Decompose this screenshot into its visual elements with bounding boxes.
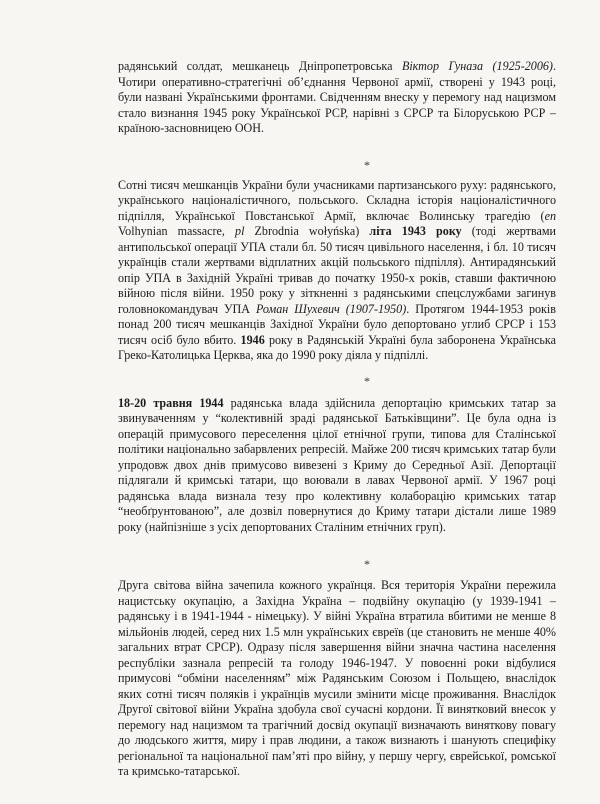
date-summer-1943: літа 1943 року <box>369 224 462 238</box>
date-may-1944: 18-20 травня 1944 <box>118 395 224 410</box>
section-separator: * <box>364 157 370 172</box>
paragraph-soviet-contribution: радянський солдат, мешканець Дніпропетровська Віктор Гуназа (1925-2006). Чотири оперативно-стратегічні об’єднання Червоної армії, створені у 1943 році, були названі Українськими фронтами. Свідченням внеску у перемогу над нацизмом стало визнання 1945 року Української РСР, нарівні з СРСР та Білоруською РСР – країною-засновницею ООН. <box>118 59 556 135</box>
person-name-shukhevych: Роман Шухевич (1907-1950) <box>255 301 407 316</box>
section-separator: * <box>364 557 370 571</box>
paragraph-war-impact: Друга світова війна зачепила кожного українця. Вся територія України пережила нацистську окупацію, а Західна Україна – подвійну окупацію (у 1939-1941 – радянську і в 1941-1944 - німецьку). У війні Україна втратила вбитими не менше 8 мільйонів людей, серед них 1.5 млн українських євреїв (це становить не менше 40% загальних втрат СРСР). Одразу після завершення війни значна частина населення республіки зазнала репресій та голоду 1946-1947. У повоєнні роки відбулися примусові “обміни населенням” між Радянським Союзом і Польщею, внаслідок яких сотні тисяч поляків і українців мусили змінити місце проживання. Внаслідок Другої світової війни Україна здобула свої сучасні кордони. Її винятковий внесок у перемогу над нацизмом та трагічний досвід окупації визначають виняткову повагу до людського життя, миру і прав людини, а також визнають і шанують специфіку регіональної та національної пам’яті про війну, у першу чергу, єврейської, ромської та кримсько-татарської. <box>118 578 556 778</box>
paragraph-partisan-movement: Сотні тисяч мешканців України були учасниками партизанського руху: радянського, українського націоналістичного, польського. Складна історія націоналістичного підпілля, Української Повстанської Армії, включає Волинську трагедію (en Volhynian massacre, pl Zbrodnia wołyńska) літа 1943 року (тоді жертвами антипольської операції УПА стали бл. 50 тисяч цивільного населення, і бл. 10 тисяч українців стали жертвами відплатних акцій польського підпілля). Антирадянський опір УПА в Західній Україні тривав до початку 1950-х років, ставши фактичною війною після війни. 1950 року у зіткненні з радянськими спецслужбами загинув головнокомандувач УПА Роман Шухевич (1907-1950). Протягом 1944-1953 років понад 200 тисяч мешканців Західної України було депортовано углиб СРСР і 153 тисяч осіб було вбито. 1946 року в Радянській Україні була заборонена Українська Греко-Католицька Церква, яка до 1990 року діяла у підпіллі. <box>118 177 556 362</box>
date-1946: 1946 <box>240 332 265 347</box>
paragraph-crimean-deportation: 18-20 травня 1944 радянська влада здійснила депортацію кримських татар за звинуваченням у “колективній зраді радянської Батьківщини”. Це була одна із операцій примусового переселення цілої етнічної групи, типова для Сталінської політики національно забарвлених репресій. Майже 200 тисяч кримських татар були упродовж двох днів примусово вивезені з Криму до Середньої Азії. Депортації підлягали й кримські татари, що воювали в лавах Червоної армії. У 1967 році радянська влада визнала тезу про колективну колаборацію кримських татар “необґрунтованою”, але дозвіл повернутися до Криму татари дістали лише 1989 року (найпізніше з усіх депортованих Сталіним етнічних груп). <box>118 395 556 534</box>
section-separator: * <box>364 373 370 388</box>
person-name-guanaza: Віктор Гуназа (1925-2006) <box>401 59 553 73</box>
